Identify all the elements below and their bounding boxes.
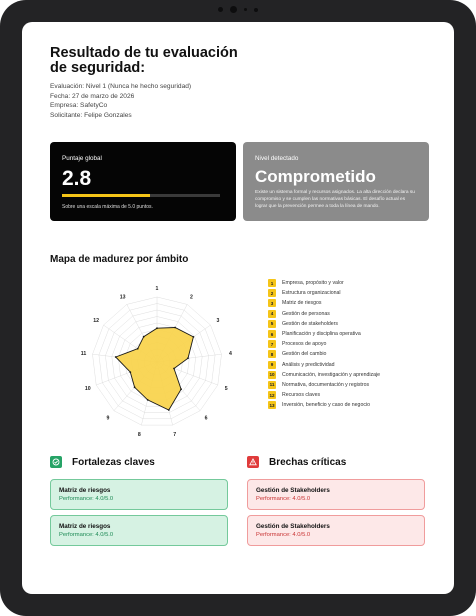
date-text: Fecha: 27 de marzo de 2026	[50, 92, 135, 100]
level-value: Comprometido	[255, 167, 376, 186]
maturity-radar-chart	[77, 276, 237, 436]
legend-label: Planificación y disciplina operativa	[282, 331, 361, 338]
gaps-heading	[247, 456, 346, 468]
score-value: 2.8	[62, 167, 92, 190]
radar-data-point	[156, 327, 158, 329]
legend-item	[268, 400, 380, 410]
radar-data-point	[137, 348, 139, 350]
strength-item	[50, 479, 228, 510]
radar-axis-label: 2	[189, 294, 193, 301]
maturity-map-title: Mapa de madurez por ámbito	[50, 254, 189, 265]
check-icon	[50, 456, 62, 468]
legend-item	[268, 329, 380, 339]
legend-item	[268, 360, 380, 370]
legend-label: Procesos de apoyo	[282, 341, 327, 348]
strength-performance: Performance: 4.0/5.0	[59, 496, 114, 502]
legend-number-badge: 4	[268, 310, 276, 318]
legend-item	[268, 319, 380, 329]
warning-icon	[247, 456, 259, 468]
score-scale-note: Sobre una escala máxima de 5.0 puntos.	[62, 203, 153, 210]
radar-data-point	[134, 386, 136, 388]
title-line-2: de seguridad:	[50, 60, 146, 76]
gap-performance: Performance: 4.0/5.0	[256, 496, 311, 502]
radar-axis-label: 10	[84, 386, 91, 393]
detected-level-card	[243, 142, 429, 221]
report-screen	[22, 22, 454, 594]
legend-number-badge: 7	[268, 340, 276, 348]
radar-data-point	[187, 357, 189, 359]
strength-name: Matriz de riesgos	[59, 523, 111, 530]
legend-item	[268, 298, 380, 308]
gap-name: Gestión de Stakeholders	[256, 487, 330, 494]
radar-data-point	[147, 399, 149, 401]
legend-label: Empresa, propósito y valor	[282, 280, 344, 287]
title-line-1: Resultado de tu evaluación	[50, 45, 238, 61]
legend-label: Gestión de personas	[282, 310, 330, 317]
radar-axis-label: 1	[155, 286, 159, 292]
radar-data-point	[173, 368, 175, 370]
legend-number-badge: 13	[269, 402, 275, 408]
legend-number-badge: 2	[268, 289, 276, 297]
legend-item	[268, 380, 380, 390]
evaluation-text: Evaluación: Nivel 1 (Nunca he hecho seguridad)	[50, 83, 192, 90]
global-score-card	[50, 142, 236, 221]
legend-label: Gestión del cambio	[282, 351, 327, 358]
legend-number-badge: 8	[268, 350, 276, 358]
gap-item	[247, 515, 425, 546]
gap-name: Gestión de Stakeholders	[256, 523, 330, 530]
score-progress-fill	[62, 194, 150, 197]
legend-item	[268, 339, 380, 349]
radar-data-point	[193, 336, 195, 338]
strengths-heading	[50, 456, 155, 468]
score-label: Puntaje global	[62, 155, 102, 162]
legend-label: Análisis y predictividad	[282, 361, 335, 368]
legend-number-badge: 3	[268, 299, 276, 307]
level-description: Existe un sistema formal y recursos asignados. La alta dirección declara su compromiso y se cumplen las normativas básicas. El desafío actual es lograr que la prevención permee a toda la línea de mando.	[255, 190, 415, 209]
radar-axis-label: 11	[80, 351, 87, 358]
legend-number-badge: 10	[269, 372, 275, 378]
radar-axis-label: 9	[106, 415, 110, 422]
legend-label: Recursos claves	[282, 392, 321, 399]
radar-data-point	[168, 409, 170, 411]
legend-number-badge: 9	[268, 361, 276, 369]
legend-label: Gestión de stakeholders	[282, 320, 338, 327]
radar-data-point	[180, 388, 182, 390]
legend-item	[268, 349, 380, 359]
legend-label: Normativa, documentación y registros	[282, 381, 370, 388]
maturity-legend	[268, 278, 380, 410]
strength-item	[50, 515, 228, 546]
radar-axis-label: 13	[119, 294, 126, 301]
legend-item	[268, 288, 380, 298]
legend-item	[268, 390, 380, 400]
legend-number-badge: 12	[269, 392, 275, 398]
radar-data-point	[143, 336, 145, 338]
radar-axis-label: 6	[204, 415, 208, 422]
report-header	[50, 46, 430, 120]
radar-axis-label: 5	[224, 386, 228, 393]
page-title	[50, 46, 430, 76]
radar-axis-label: 4	[229, 351, 232, 358]
radar-data-point	[174, 327, 176, 329]
report-meta	[50, 82, 430, 120]
radar-axis-label: 12	[93, 318, 99, 324]
level-label: Nivel detectado	[255, 155, 299, 162]
radar-data-point	[129, 371, 131, 373]
strength-performance: Performance: 4.0/5.0	[59, 532, 114, 538]
legend-item	[268, 278, 380, 288]
gaps-title: Brechas críticas	[269, 456, 347, 468]
radar-data-point	[115, 356, 117, 358]
radar-axis-label: 8	[137, 431, 141, 436]
legend-number-badge: 5	[268, 320, 276, 328]
radar-axis-label: 7	[173, 431, 177, 436]
legend-label: Matriz de riesgos	[282, 300, 322, 307]
camera-bar	[218, 6, 258, 13]
strengths-title: Fortalezas claves	[72, 456, 155, 468]
legend-number-badge: 1	[268, 279, 276, 287]
gap-performance: Performance: 4.0/5.0	[256, 532, 311, 538]
company-text: Empresa: SafetyCo	[50, 102, 108, 109]
requester-text: Solicitante: Felipe Gonzales	[50, 111, 132, 119]
legend-number-badge: 6	[268, 330, 276, 338]
legend-label: Inversión, beneficio y caso de negocio	[282, 402, 370, 409]
legend-label: Estructura organizacional	[282, 290, 341, 297]
legend-item	[268, 370, 380, 380]
radar-axis-label: 3	[216, 318, 220, 324]
gap-item	[247, 479, 425, 510]
legend-label: Comunicación, investigación y aprendizaje	[282, 371, 381, 378]
strength-name: Matriz de riesgos	[59, 487, 111, 494]
legend-number-badge: 11	[269, 382, 275, 388]
legend-item	[268, 309, 380, 319]
score-progress-bar	[62, 194, 220, 197]
